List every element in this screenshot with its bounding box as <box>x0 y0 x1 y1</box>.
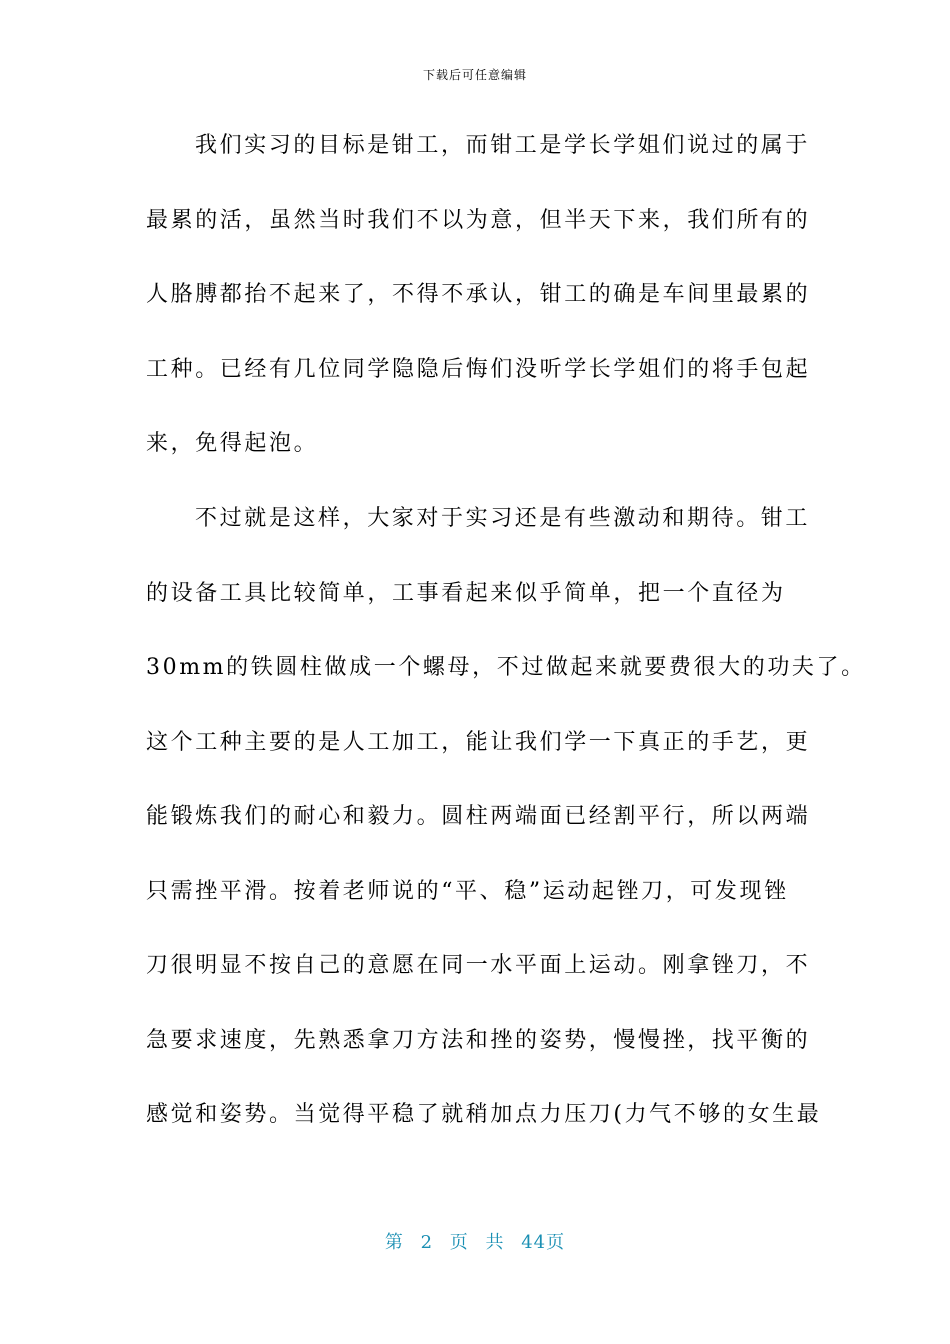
paragraph-line: 能锻炼我们的耐心和毅力。圆柱两端面已经割平行，所以两端 <box>146 804 811 829</box>
paragraph-line: 刀很明显不按自己的意愿在同一水平面上运动。刚拿锉刀，不 <box>146 953 811 978</box>
paragraph-line: 的设备工具比较简单，工事看起来似乎简单，把一个直径为 <box>146 580 786 606</box>
paragraph-line: 这个工种主要的是人工加工，能让我们学一下真正的手艺，更 <box>146 729 811 755</box>
paragraph-line: 只需挫平滑。按着老师说的“平、稳”运动起锉刀，可发现锉 <box>146 878 789 904</box>
paragraph-line: 最累的活，虽然当时我们不以为意，但半天下来，我们所有的 <box>146 207 811 233</box>
paragraph-line: 人胳膊都抬不起来了，不得不承认，钳工的确是车间里最累的 <box>146 282 811 307</box>
paragraph-line: 工种。已经有几位同学隐隐后悔们没听学长学姐们的将手包起 <box>146 356 811 382</box>
paragraph-2 <box>146 506 866 1179</box>
paragraph-line: 来，免得起泡。 <box>146 431 319 456</box>
paragraph-line: 急要求速度，先熟悉拿刀方法和挫的姿势，慢慢挫，找平衡的 <box>146 1027 811 1053</box>
paragraph-line: 30mm的铁圆柱做成一个螺母，不过做起来就要费很大的功夫了。 <box>146 655 866 680</box>
page-number-footer: 第 2 页 共 44页 <box>384 1232 566 1253</box>
paragraph-line: 不过就是这样，大家对于实习还是有些激动和期待。钳工 <box>195 506 811 531</box>
paragraph-1 <box>146 135 812 508</box>
paragraph-line: 感觉和姿势。当觉得平稳了就稍加点力压刀(力气不够的女生最 <box>146 1102 822 1127</box>
paragraph-line: 我们实习的目标是钳工，而钳工是学长学姐们说过的属于 <box>195 133 811 158</box>
page-header: 下载后可任意编辑 <box>422 68 527 82</box>
